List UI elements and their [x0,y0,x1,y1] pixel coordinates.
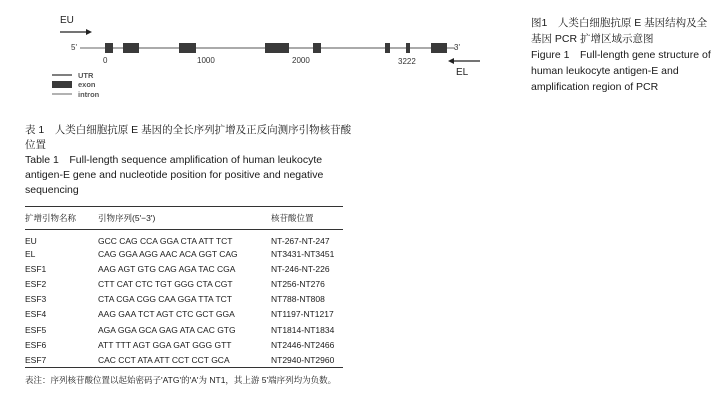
table-caption-en: Table 1 Full-length sequence amplification of human leukocyte antigen-E gene and nucleotide position for positive and negative sequencing [25,154,324,196]
nucleotide-position-cell: NT1197-NT1217 [271,309,334,320]
table-row [25,230,343,247]
position-label-1000: 1000 [197,56,215,65]
exon-1 [105,43,113,53]
position-label-2000: 2000 [292,56,310,65]
nucleotide-position-cell: NT2446-NT2466 [271,339,335,350]
table-row [25,292,343,307]
primer-sequence-cell: AAG GAA TCT AGT CTC GCT GGA [98,309,235,320]
primer-name-cell: ESF6 [25,339,47,350]
exon-box-icon [52,81,72,88]
primer-name-cell: ESF4 [25,309,47,320]
primer-sequence-cell: AGA GGA GCA GAG ATA CAC GTG [98,324,236,335]
header-primer-sequence: 引物序列(5'−3') [98,213,156,223]
legend-utr-label: UTR [78,71,94,80]
exon-3 [179,43,196,53]
position-label-3222: 3222 [398,57,416,66]
nucleotide-position-cell: NT788-NT808 [271,294,325,305]
legend-exon-label: exon [78,80,96,89]
nucleotide-position-cell: NT256-NT276 [271,278,325,289]
primer-sequence-cell: CTA CGA CGG CAA GGA TTA TCT [98,294,232,305]
table-note: 表注：序列核苷酸位置以起始密码子'ATG'的'A'为 NT1，其上游 5'端序列均为负数。 [25,375,337,385]
three-prime-label: 3' [454,43,460,52]
primer-sequence-cell: CTT CAT CTC TGT GGG CTA CGT [98,278,233,289]
table-row [25,276,343,291]
forward-primer-label: EU [60,15,74,26]
table-row [25,261,343,276]
primer-name-cell: ESF1 [25,263,47,274]
exon-8 [431,43,447,53]
table-row [25,352,343,367]
figure-caption-zh: 图1 人类白细胞抗原 E 基因结构及全基因 PCR 扩增区域示意图 [531,17,708,45]
reverse-arrow-head-icon [448,58,454,64]
primer-name-cell: ESF7 [25,354,47,365]
primer-name-cell: ESF2 [25,278,47,289]
table-row [25,337,343,352]
primer-sequence-cell: CAG GGA AGG AAC ACA GGT CAG [98,248,238,259]
primer-sequence-cell: CAC CCT ATA ATT CCT CCT GCA [98,354,230,365]
primer-table [25,206,343,368]
five-prime-label: 5' [71,43,77,52]
table-row [25,322,343,337]
nucleotide-position-cell: NT3431-NT3451 [271,248,335,259]
nucleotide-position-cell: NT-246-NT-226 [271,263,330,274]
primer-sequence-cell: GCC CAG CCA GGA CTA ATT TCT [98,236,233,246]
forward-arrow-head-icon [86,29,92,35]
table-row [25,246,343,261]
nucleotide-position-cell: NT-267-NT-247 [271,236,330,246]
primer-name-cell: ESF5 [25,324,47,335]
table-caption [25,123,360,198]
legend-intron-label: intron [78,90,100,99]
table-row [25,307,343,322]
table-caption-zh: 表 1 人类白细胞抗原 E 基因的全长序列扩增及正反向测序引物核苷酸位置 [25,124,352,151]
primer-name-cell: ESF3 [25,294,47,305]
figure-caption [531,15,713,95]
exon-6 [385,43,390,53]
nucleotide-position-cell: NT2940-NT2960 [271,354,335,365]
figure-caption-en: Figure 1 Full-length gene structure of human leukocyte antigen-E and amplification region of PCR [531,49,711,93]
exon-2 [123,43,139,53]
reverse-primer-label: EL [456,67,469,78]
exon-7 [406,43,410,53]
header-nucleotide-position: 核苷酸位置 [271,213,314,223]
primer-name-cell: EL [25,248,36,259]
exon-5 [313,43,321,53]
header-primer-name: 扩增引物名称 [25,213,77,223]
primer-name-cell: EU [25,236,37,246]
table-header-row [25,207,343,230]
exon-4 [265,43,289,53]
primer-sequence-cell: AAG AGT GTG CAG AGA TAC CGA [98,263,236,274]
gene-structure-figure [50,8,480,110]
position-label-0: 0 [103,56,108,65]
primer-sequence-cell: ATT TTT AGT GGA GAT GGG GTT [98,339,232,350]
nucleotide-position-cell: NT1814-NT1834 [271,324,335,335]
